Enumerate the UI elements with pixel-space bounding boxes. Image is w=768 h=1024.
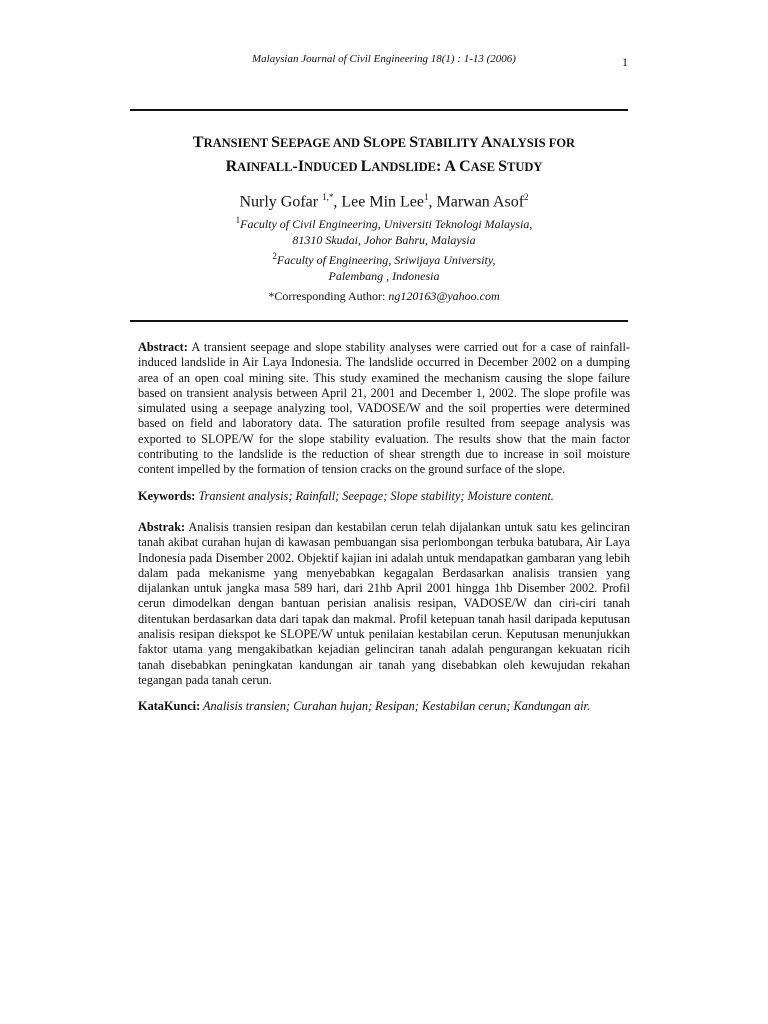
katakunci [138, 699, 630, 714]
keywords-label: Keywords: [138, 489, 196, 503]
affiliation-1-address: 81310 Skudai, Johor Bahru, Malaysia [292, 233, 476, 247]
author-affiliation-marker: 1 [423, 192, 429, 202]
affiliation-2: $^2$Faculty of Engineering, Sriwijaya University, [272, 251, 496, 267]
corresponding-email: ng120163@yahoo.com [388, 289, 500, 303]
author-name: , Marwan Asof [428, 193, 525, 211]
paper-title [120, 131, 648, 179]
abstrak-label: Abstrak: [138, 520, 186, 534]
author-name: Nurly Gofar [239, 193, 319, 211]
abstract [138, 340, 630, 478]
author-affiliation-marker: 2 [524, 192, 529, 202]
abstrak-text: Analisis transien resipan dan kestabilan cerun telah dijalankan untuk satu kes gelinciran tanah akibat curahan hujan di kawasan pembuangan sisa perlombongan terbuka batubara, Air Laya Indonesia pada Disember 2002. Objektif kajian ini adalah untuk mendapatkan gambaran yang lebih dalam pada mekanisme yang menyebabkan kegagalan Berdasarkan analisis transien yang dijalankan untuk jangka masa 589 hari, dari 21hb April 2001 hingga 1hb Disember 2002. Profil cerun dimodelkan dengan bantuan perisian analisis resipan, VADOSE/W dan ciri-ciri tanah ditentukan berdasarkan data dari tapak dan makmal. Profil ketepuan tanah hasil daripada keputusan analisis resipan diekspot ke SLOPE/W untuk penilaian kestabilan cerun. Keputusan menunjukkan faktor utama yang mengakibatkan kejadian gelinciran tanah adalah pengurangan kekuatan ricih tanah disebabkan peningkatan kandungan air tanah yang disebabkan oleh kewujudan rekahan tegangan pada tanah cerun. [138, 520, 630, 687]
katakunci-label: KataKunci: [138, 699, 201, 713]
katakunci-text: Analisis transien; Curahan hujan; Resipan; Kestabilan cerun; Kandungan air. [200, 699, 591, 713]
author-list [120, 192, 648, 211]
author-affiliation-marker: 1,* [322, 192, 334, 202]
page-number: 1 [622, 55, 628, 69]
keywords [138, 489, 630, 504]
abstract-label: Abstract: [138, 340, 188, 354]
corresponding-label: *Corresponding Author: [268, 289, 389, 303]
affiliation-2-address: Palembang , Indonesia [328, 269, 440, 283]
affiliations [120, 212, 648, 284]
top-rule [130, 109, 628, 111]
abstrak [138, 520, 630, 688]
author-name: , Lee Min Lee [333, 193, 424, 211]
title-line-1: TRANSIENT SEEPAGE AND SLOPE STABILITY ANALYSIS FOR [192, 134, 576, 151]
title-line-2: RAINFALL-INDUCED LANDSLIDE: A CASE STUDY [225, 158, 543, 175]
affiliation-1: $^1$Faculty of Civil Engineering, Universiti Teknologi Malaysia, [235, 215, 533, 231]
running-head: Malaysian Journal of Civil Engineering 18(1) : 1-13 (2006) [252, 53, 516, 65]
bottom-rule [130, 320, 628, 322]
keywords-text: Transient analysis; Rainfall; Seepage; Slope stability; Moisture content. [195, 489, 554, 503]
abstract-text: A transient seepage and slope stability analyses were carried out for a case of rainfall-induced landslide in Air Laya Indonesia. The landslide occurred in December 2002 on a dumping area of an open coal mining site. This study examined the mechanism causing the slope failure based on transient analysis between April 21, 2001 and December 1, 2002. The slope profile was simulated using a seepage analyzing tool, VADOSE/W and the soil properties were determined based on field and laboratory data. The saturation profile resulted from seepage analysis was exported to SLOPE/W for the slope stability evaluation. The results show that the main factor contributing to the landslide is the reduction of shear strength due to increase in soil moisture content impelled by the formation of tension cracks on the ground surface of the slope. [138, 340, 630, 477]
corresponding-author [120, 289, 648, 304]
